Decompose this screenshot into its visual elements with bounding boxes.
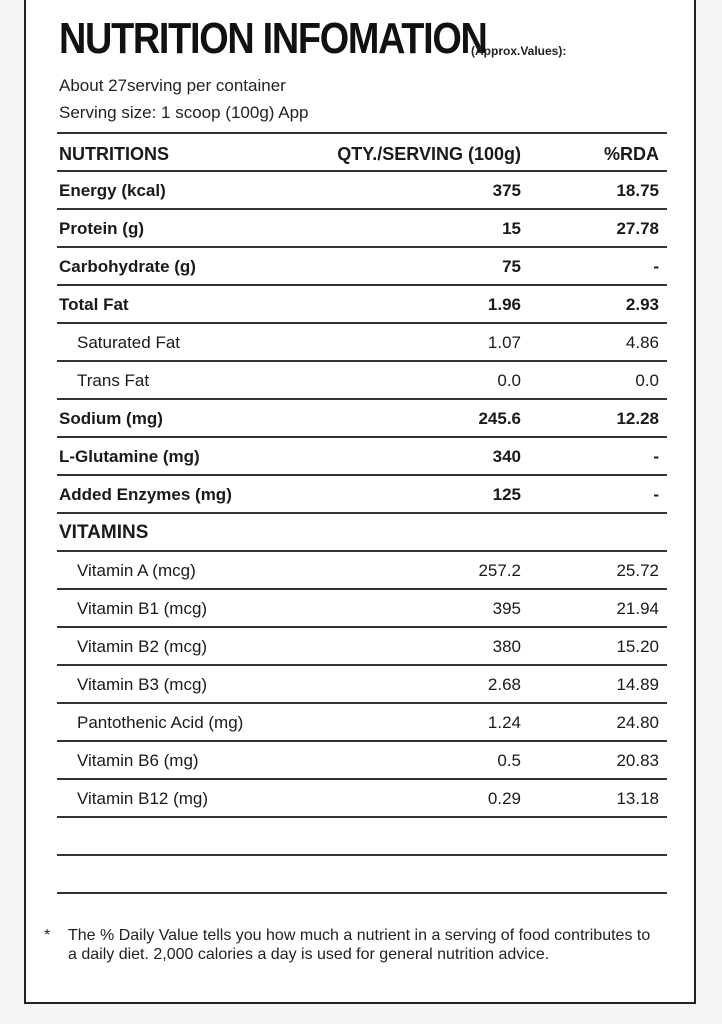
- vitamins-heading: VITAMINS: [59, 522, 149, 543]
- table-row: [57, 476, 667, 514]
- vitamin-name: Vitamin B3 (mcg): [77, 675, 208, 694]
- column-header-rda: %RDA: [603, 144, 659, 164]
- table-row: [57, 590, 667, 628]
- vitamin-rda: 20.83: [616, 751, 659, 770]
- nutrient-name: Sodium (mg): [59, 409, 163, 428]
- nutrient-rda: 18.75: [616, 181, 659, 200]
- nutrient-qty: 15: [502, 219, 521, 238]
- table-row: [57, 172, 667, 210]
- table-row: [57, 742, 667, 780]
- vitamin-rda: 24.80: [616, 713, 659, 732]
- table-row: [57, 552, 667, 590]
- column-header-qty: QTY./SERVING (100g): [337, 144, 521, 164]
- table-row: [57, 628, 667, 666]
- nutrient-name: Saturated Fat: [77, 333, 181, 352]
- nutrient-rda: 12.28: [616, 409, 659, 428]
- table-header-row: [57, 134, 667, 172]
- serving-size: Serving size: 1 scoop (100g) App: [59, 103, 309, 122]
- nutrient-rda: -: [653, 257, 659, 276]
- table-row: [57, 780, 667, 818]
- nutrient-qty: 340: [492, 447, 521, 466]
- vitamin-name: Vitamin B6 (mg): [77, 751, 199, 770]
- vitamin-qty: 0.5: [497, 751, 521, 770]
- table-row: [57, 324, 667, 362]
- nutrient-name: Energy (kcal): [59, 181, 166, 200]
- nutrient-name: Trans Fat: [77, 371, 150, 390]
- nutrient-qty: 375: [492, 181, 521, 200]
- nutrient-rda: 0.0: [635, 371, 659, 390]
- vitamin-rda: 21.94: [616, 599, 659, 618]
- page-title: NUTRITION INFOMATION: [59, 14, 487, 63]
- table-row: [57, 210, 667, 248]
- nutrient-qty: 0.0: [497, 371, 521, 390]
- table-row: [57, 704, 667, 742]
- table-row: [57, 666, 667, 704]
- table-row: [57, 362, 667, 400]
- vitamin-qty: 395: [492, 599, 521, 618]
- nutrient-name: Protein (g): [59, 219, 144, 238]
- nutrient-rda: -: [653, 485, 659, 504]
- vitamin-rda: 25.72: [616, 561, 659, 580]
- nutrient-name: L-Glutamine (mg): [59, 447, 200, 466]
- nutrient-name: Carbohydrate (g): [59, 257, 196, 276]
- vitamin-name: Vitamin B1 (mcg): [77, 599, 208, 618]
- column-header-nutritions: NUTRITIONS: [59, 144, 169, 164]
- vitamin-qty: 380: [492, 637, 521, 656]
- nutrition-label: [24, 0, 696, 1004]
- nutrient-rda: 27.78: [616, 219, 659, 238]
- nutrient-name: Total Fat: [59, 295, 129, 314]
- nutrient-qty: 245.6: [478, 409, 521, 428]
- nutrient-qty: 1.07: [487, 333, 521, 352]
- vitamin-name: Pantothenic Acid (mg): [77, 713, 244, 732]
- nutrition-table: [57, 132, 667, 894]
- vitamin-qty: 257.2: [478, 561, 521, 580]
- vitamin-rda: 13.18: [616, 789, 659, 808]
- nutrient-qty: 125: [492, 485, 521, 504]
- vitamin-qty: 1.24: [487, 713, 521, 732]
- footnote-text: The % Daily Value tells you how much a nutrient in a serving of food contributes to a daily diet. 2,000 calories a day is used for general nutrition advice.: [68, 927, 651, 963]
- vitamin-qty: 2.68: [487, 675, 521, 694]
- vitamin-rda: 14.89: [616, 675, 659, 694]
- footnote-asterisk: *: [44, 927, 51, 944]
- servings-per-container: About 27serving per container: [59, 76, 286, 95]
- nutrient-name: Added Enzymes (mg): [59, 485, 232, 504]
- nutrient-rda: 4.86: [625, 333, 659, 352]
- nutrient-rda: 2.93: [625, 295, 659, 314]
- table-row: [57, 438, 667, 476]
- vitamin-qty: 0.29: [487, 789, 521, 808]
- approx-values-note: (Approx.Values):: [471, 44, 567, 58]
- table-row: [57, 248, 667, 286]
- daily-value-footnote: [44, 926, 652, 964]
- nutrient-qty: 75: [502, 257, 521, 276]
- nutrient-qty: 1.96: [487, 295, 521, 314]
- vitamin-name: Vitamin B2 (mcg): [77, 637, 208, 656]
- vitamins-section-header: [57, 514, 667, 552]
- nutrient-rda: -: [653, 447, 659, 466]
- empty-row: [57, 856, 667, 894]
- vitamin-name: Vitamin B12 (mg): [77, 789, 209, 808]
- table-row: [57, 400, 667, 438]
- vitamin-name: Vitamin A (mcg): [77, 561, 196, 580]
- empty-row: [57, 818, 667, 856]
- table-row: [57, 286, 667, 324]
- vitamin-rda: 15.20: [616, 637, 659, 656]
